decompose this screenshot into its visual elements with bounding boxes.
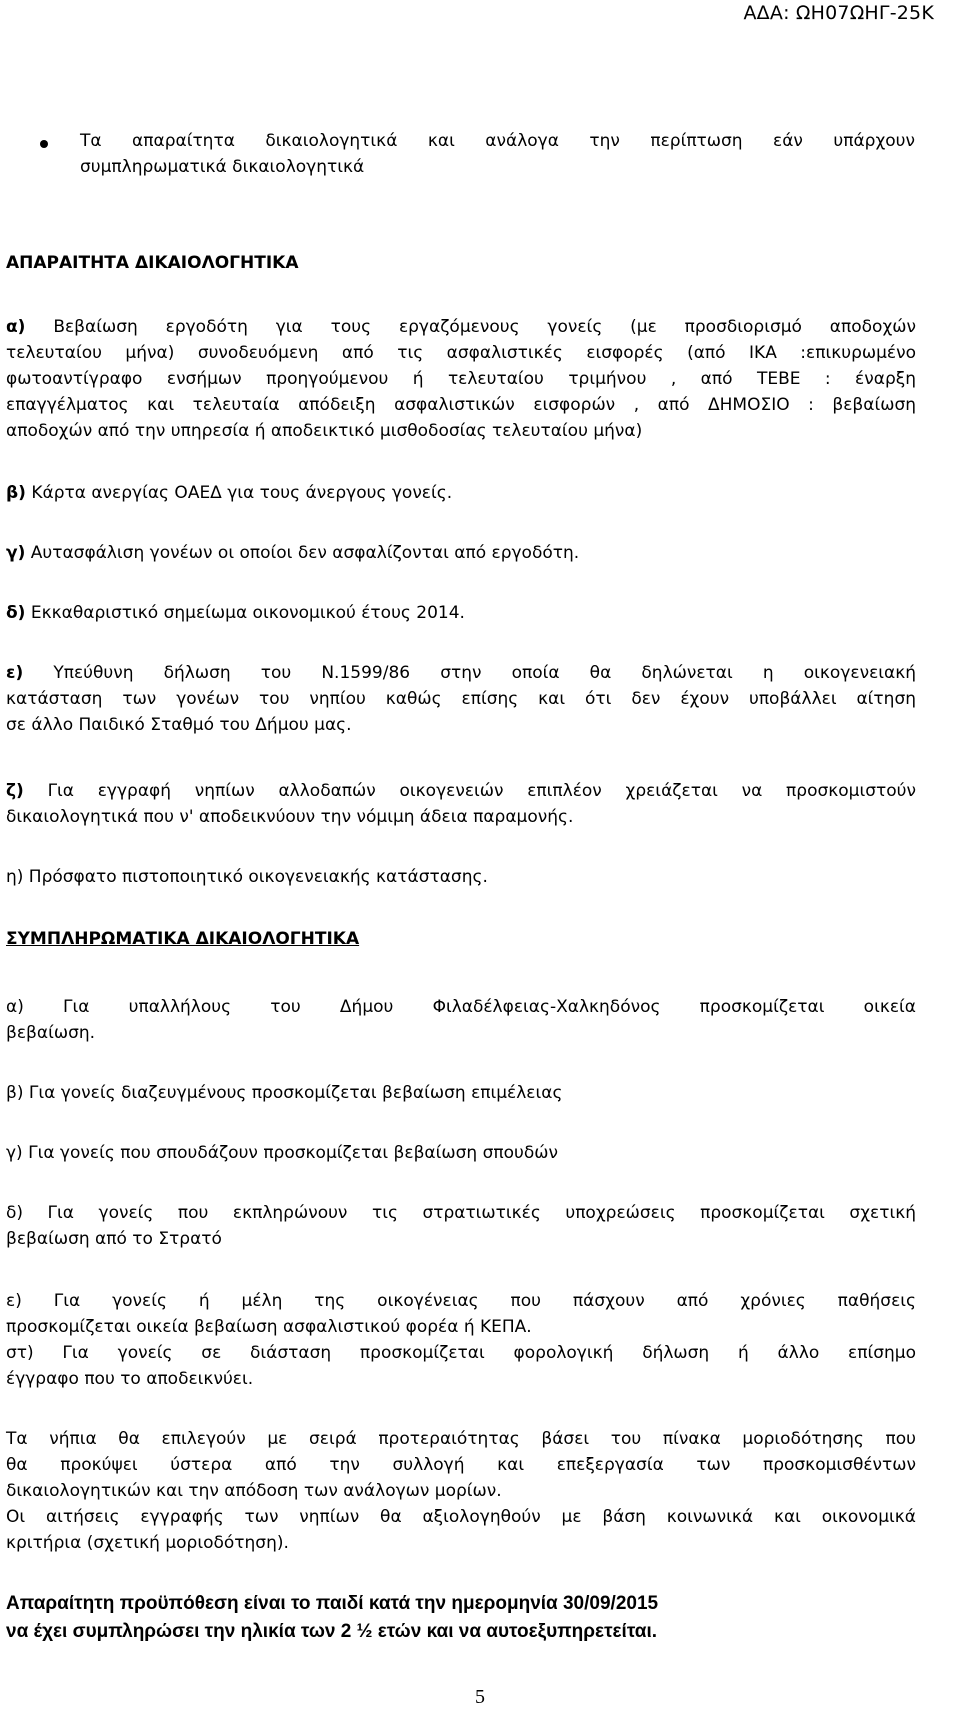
item-b-label: β): [6, 483, 26, 503]
supplementary-documents-heading: ΣΥΜΠΛΗΡΩΜΑΤΙΚΑ ΔΙΚΑΙΟΛΟΓΗΤΙΚΑ: [6, 929, 360, 949]
supp-st-line: στ) Για γονείς σε διάσταση προσκομίζεται φορολογική δήλωση ή άλλο επίσημο: [6, 1343, 916, 1363]
ada-code: ΑΔΑ: ΩΗ07ΩΗΓ-25Κ: [743, 2, 934, 24]
supp-d-line: βεβαίωση από το Στρατό: [6, 1229, 222, 1249]
item-e-text: Υπεύθυνη δήλωση του Ν.1599/86 στην οποία θα δηλώνεται η οικογενειακή: [53, 663, 917, 683]
item-c: [6, 540, 916, 566]
bullet-text-line: Τα απαραίτητα δικαιολογητικά και ανάλογα την περίπτωση εάν υπάρχουν: [80, 131, 915, 151]
item-a-text: Βεβαίωση εργοδότη για τους εργαζόμενους γονείς (με προσδιορισμό αποδοχών: [53, 317, 916, 337]
item-b: [6, 480, 916, 506]
item-d-label: δ): [6, 603, 26, 623]
item-d-text: Εκκαθαριστικό σημείωμα οικονομικού έτους 2014.: [30, 603, 465, 623]
item-a-line: αποδοχών από την υπηρεσία ή αποδεικτικό μισθοδοσίας τελευταίου μήνα): [6, 421, 643, 441]
item-e-line: σε άλλο Παιδικό Σταθμό του Δήμου μας.: [6, 715, 352, 735]
supp-d-line: δ) Για γονείς που εκπληρώνουν τις στρατιωτικές υποχρεώσεις προσκομίζεται σχετική: [6, 1203, 916, 1223]
item-a-line: επαγγέλματος και τελευταία απόδειξη ασφαλιστικών εισφορών , από ΔΗΜΟΣΙΟ : βεβαίωση: [6, 395, 916, 415]
item-b-text: Κάρτα ανεργίας ΟΑΕΔ για τους άνεργους γονείς.: [31, 483, 453, 503]
condition-line: να έχει συμπληρώσει την ηλικία των 2 ½ ετών και να αυτοεξυπηρετείται.: [6, 1621, 658, 1642]
criteria-paragraph-line: Οι αιτήσεις εγγραφής των νηπίων θα αξιολογηθούν με βάση κοινωνικά και οικονομικά: [6, 1507, 916, 1527]
supp-e-line: ε) Για γονείς ή μέλη της οικογένειας που πάσχουν από χρόνιες παθήσεις: [6, 1291, 916, 1311]
supp-c: γ) Για γονείς που σπουδάζουν προσκομίζεται βεβαίωση σπουδών: [6, 1143, 558, 1163]
criteria-paragraph-line: κριτήρια (σχετική μοριοδότηση).: [6, 1533, 289, 1553]
required-documents-heading: ΑΠΑΡΑΙΤΗΤΑ ΔΙΚΑΙΟΛΟΓΗΤΙΚΑ: [6, 253, 299, 273]
selection-paragraph-line: δικαιολογητικών και την απόδοση των ανάλογων μορίων.: [6, 1481, 502, 1501]
item-e-label: ε): [6, 663, 24, 683]
supp-e-line: προσκομίζεται οικεία βεβαίωση ασφαλιστικού φορέα ή ΚΕΠΑ.: [6, 1317, 532, 1337]
item-c-label: γ): [6, 543, 26, 563]
selection-paragraph-line: θα προκύψει ύστερα από την συλλογή και επεξεργασία των προσκομισθέντων: [6, 1455, 916, 1475]
selection-paragraph-line: Τα νήπια θα επιλεγούν με σειρά προτεραιότητας βάσει του πίνακα μοριοδότησης που: [6, 1429, 916, 1449]
item-e-line: κατάσταση των γονέων του νηπίου καθώς επίσης και ότι δεν έχουν υποβάλλει αίτηση: [6, 689, 916, 709]
item-c-text: Αυτασφάλιση γονέων οι οποίοι δεν ασφαλίζονται από εργοδότη.: [30, 543, 580, 563]
item-h: η) Πρόσφατο πιστοποιητικό οικογενειακής κατάστασης.: [6, 867, 488, 887]
bullet-text-line: συμπληρωματικά δικαιολογητικά: [80, 157, 365, 177]
page-number: 5: [475, 1686, 485, 1708]
item-z-line: [6, 778, 916, 804]
item-a-line: φωτοαντίγραφο ενσήμων προηγούμενου ή τελευταίου τριμήνου , από ΤΕΒΕ : έναρξη: [6, 369, 916, 389]
supp-a-line: βεβαίωση.: [6, 1023, 96, 1043]
item-a-line: τελευταίου μήνα) συνοδευόμενη από τις ασφαλιστικές εισφορές (από ΙΚΑ :επικυρωμένο: [6, 343, 916, 363]
item-e-line: [6, 660, 916, 686]
item-z-text: Για εγγραφή νηπίων αλλοδαπών οικογενειών επιπλέον χρειάζεται να προσκομιστούν: [47, 781, 916, 801]
supp-a-line: α) Για υπαλλήλους του Δήμου Φιλαδέλφειας-Χαλκηδόνος προσκομίζεται οικεία: [6, 997, 916, 1017]
item-z-label: ζ): [6, 781, 24, 801]
item-d: [6, 600, 916, 626]
condition-line: Απαραίτητη προϋπόθεση είναι το παιδί κατά την ημερομηνία 30/09/2015: [6, 1593, 659, 1614]
item-z-line: δικαιολογητικά που ν' αποδεικνύουν την νόμιμη άδεια παραμονής.: [6, 807, 574, 827]
item-a-label: α): [6, 317, 26, 337]
bullet-dot-icon: [40, 140, 48, 148]
supp-b: β) Για γονείς διαζευγμένους προσκομίζεται βεβαίωση επιμέλειας: [6, 1083, 563, 1103]
item-a-line: [6, 314, 916, 340]
supp-st-line: έγγραφο που το αποδεικνύει.: [6, 1369, 254, 1389]
